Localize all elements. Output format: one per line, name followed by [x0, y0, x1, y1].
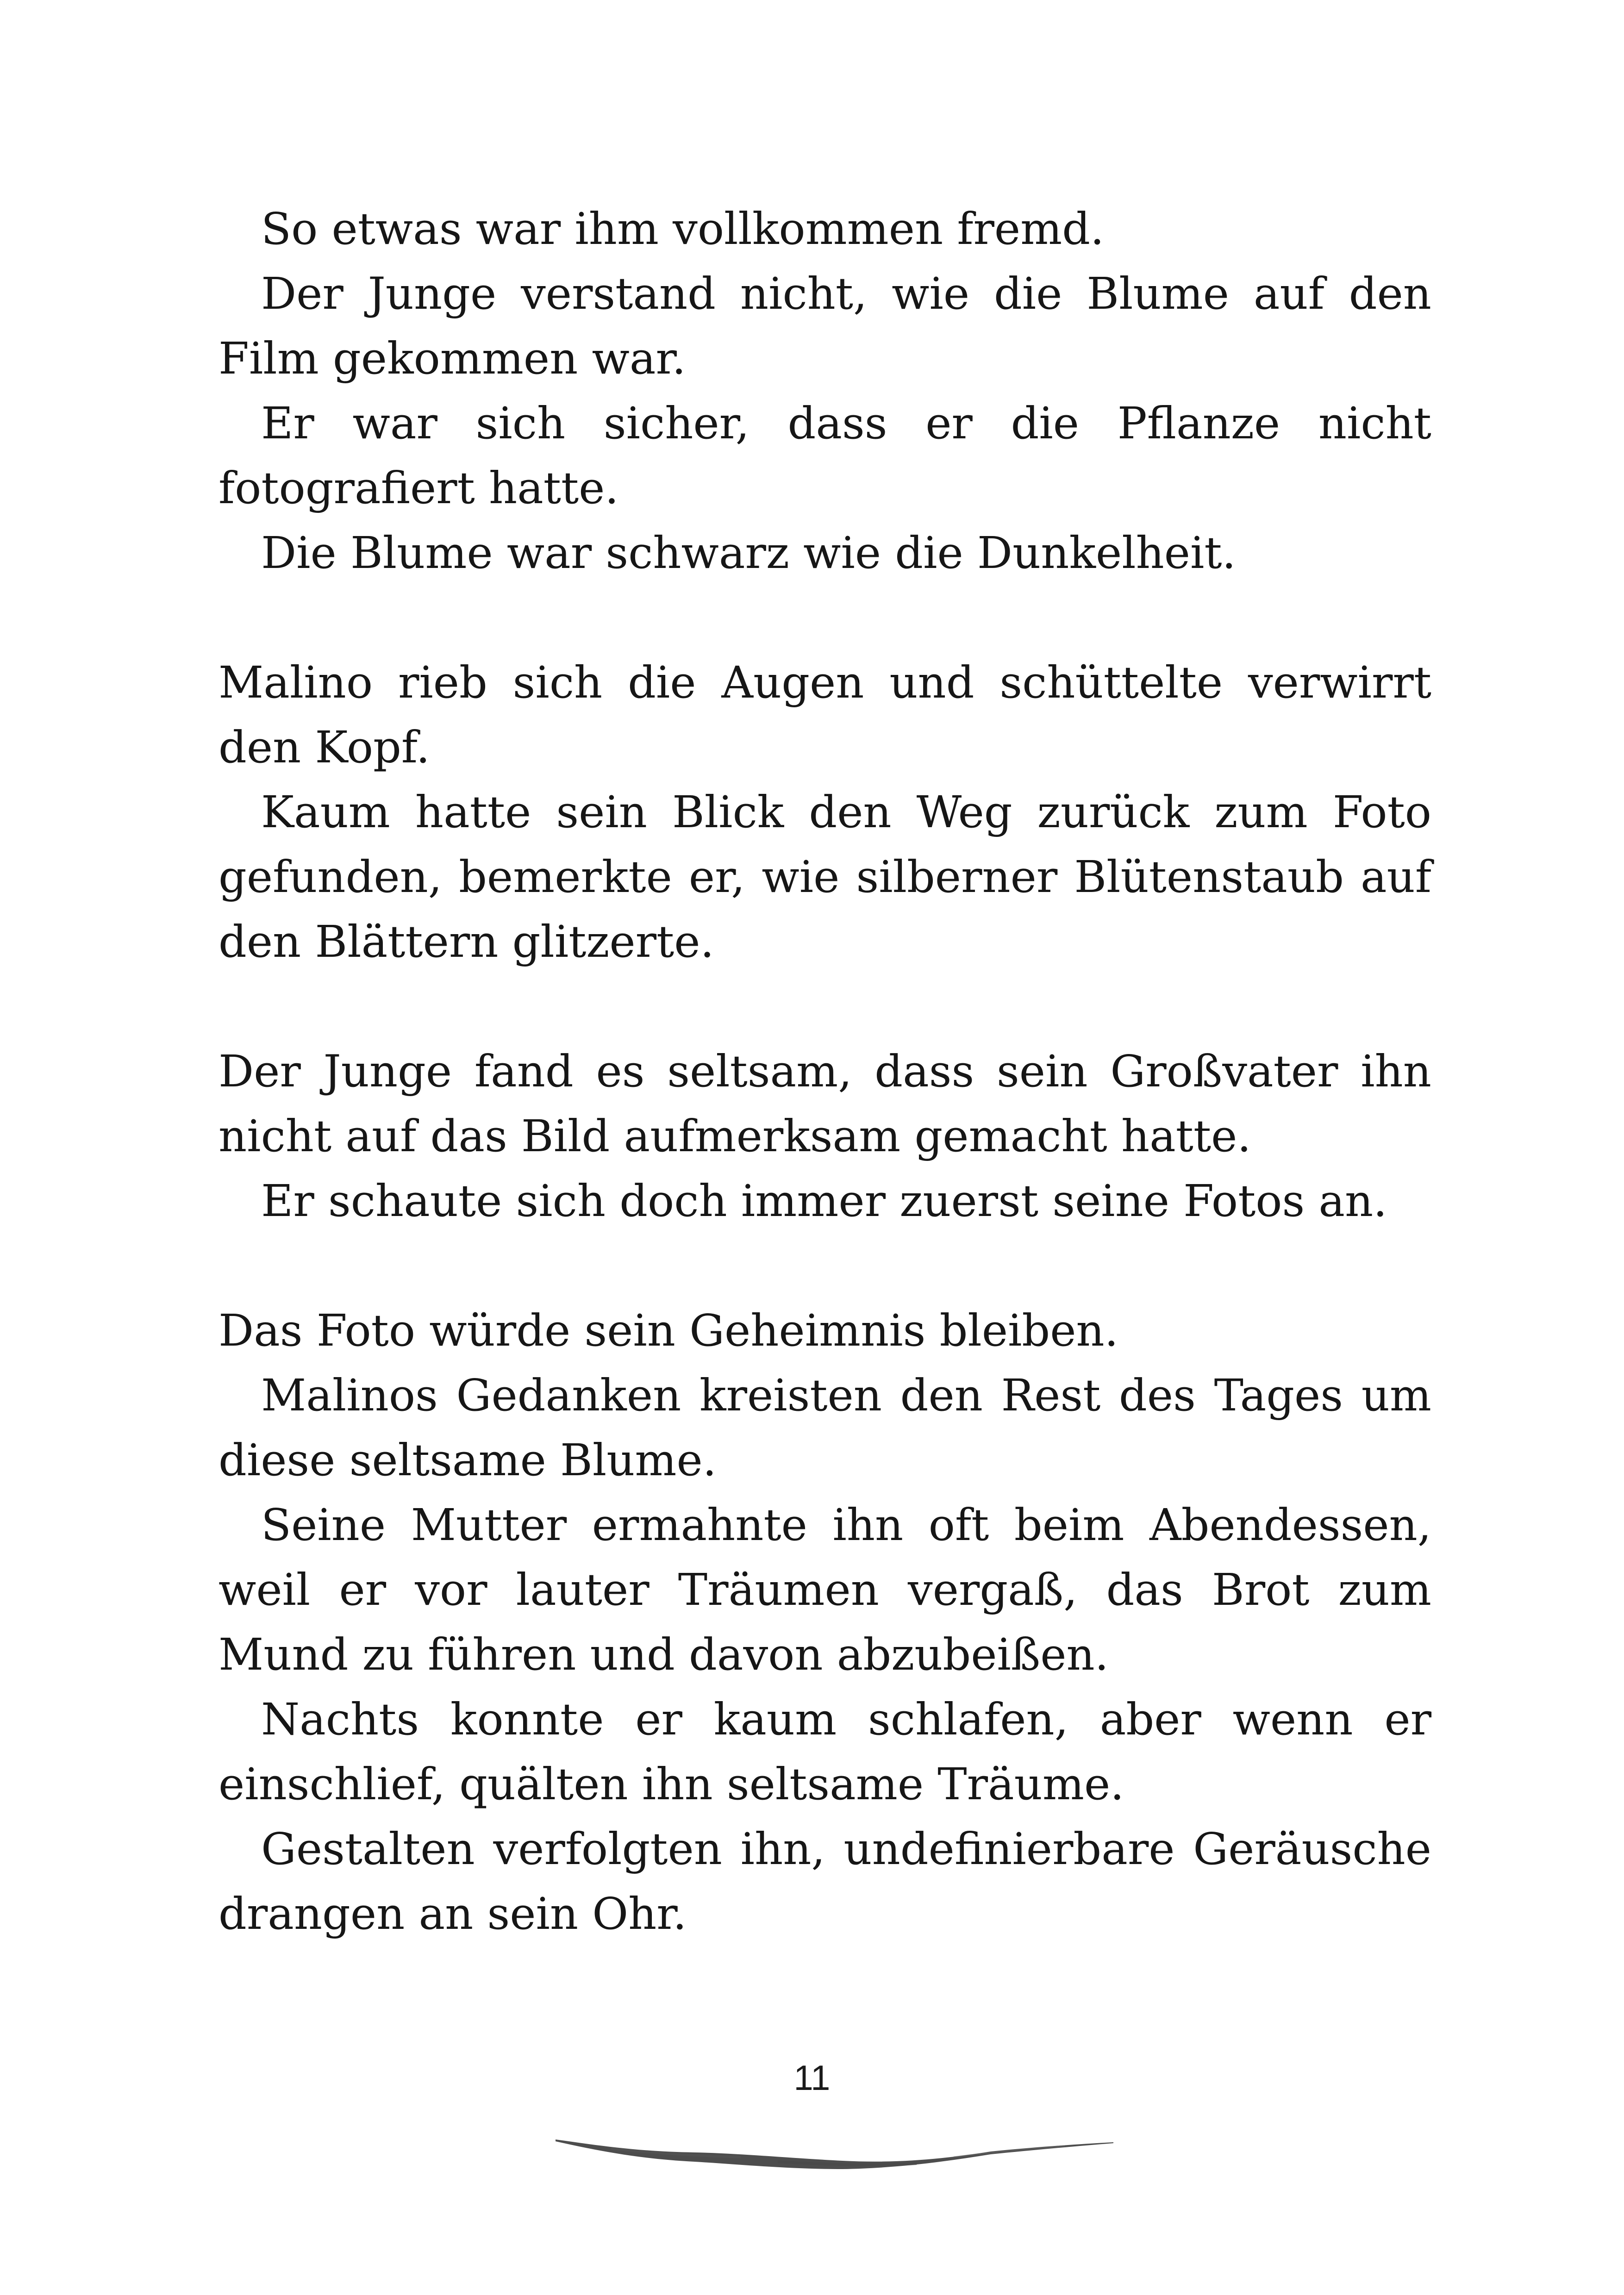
page-number: 11 [793, 2058, 831, 2098]
paragraph: So etwas war ihm vollkommen fremd. [261, 204, 1105, 255]
brush-stroke-ornament [546, 2125, 1120, 2176]
paragraph: Er schaute sich doch immer zuerst seine Fotos an. [261, 1176, 1387, 1227]
paragraph: Die Blume war schwarz wie die Dunkelheit. [261, 528, 1236, 579]
paragraph: Er war sich sicher, dass er die Pflanze nicht fotografiert hatte. [219, 398, 1431, 514]
paragraph: Nachts konnte er kaum schlafen, aber wenn er einschlief, quälten ihn seltsame Träume. [219, 1694, 1431, 1810]
paragraph: Das Foto würde sein Geheimnis bleiben. [219, 1305, 1118, 1356]
paragraph: Der Junge fand es seltsam, dass sein Großvater ihn nicht auf das Bild aufmerksam gemacht hatte. [219, 1046, 1431, 1162]
paragraph: Der Junge verstand nicht, wie die Blume auf den Film gekommen war. [219, 268, 1431, 384]
paragraph: Kaum hatte sein Blick den Weg zurück zum Foto gefunden, bemerkte er, wie silberner Blütenstaub auf den Blättern glitzerte. [219, 787, 1431, 967]
paragraph: Malino rieb sich die Augen und schüttelte verwirrt den Kopf. [219, 657, 1431, 773]
paragraph: Gestalten verfolgten ihn, undefinierbare Geräusche drangen an sein Ohr. [219, 1824, 1431, 1940]
paragraph: Malinos Gedanken kreisten den Rest des Tages um diese seltsame Blume. [219, 1370, 1431, 1486]
paragraph: Seine Mutter ermahnte ihn oft beim Abendessen, weil er vor lauter Träumen vergaß, das Brot zum Mund zu führen und davon abzubeißen. [219, 1500, 1431, 1680]
body-text [219, 197, 1431, 1946]
